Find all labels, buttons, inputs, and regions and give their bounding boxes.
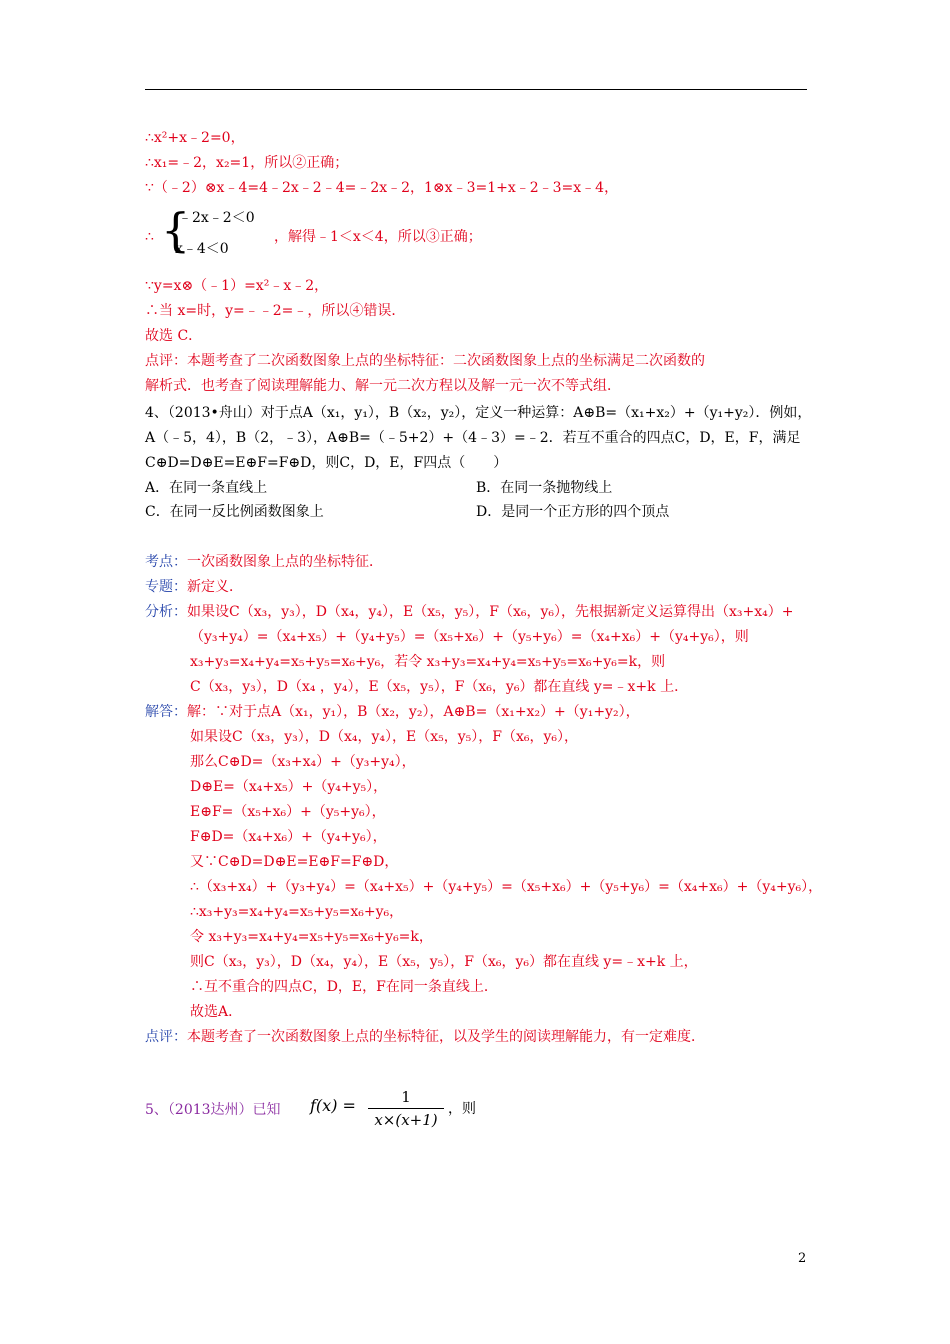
topic-text: 新定义．: [187, 579, 243, 595]
analysis-label: 分析：: [145, 604, 187, 620]
question-4-text: A（﹣5，4），B（2，﹣3），A⊕B=（﹣5+2）+（4﹣3）=﹣2．若互不重合的四点C，D，E，F，满足: [145, 430, 801, 446]
answer-text: E⊕F=（x₅+x₆）+（y₅+y₆），: [190, 804, 386, 820]
knowledge-point-label: 考点：: [145, 554, 187, 570]
comment-line: 点评：本题考查了二次函数图象上点的坐标特征：二次函数图象上点的坐标满足二次函数的: [145, 353, 705, 369]
analysis-text: 如果设C（x₃，y₃），D（x₄，y₄），E（x₅，y₅），F（x₆，y₆），先根据新定义运算得出（x₃+x₄）+: [187, 604, 794, 620]
question-4-text: C⊕D=D⊕E=E⊕F=F⊕D，则C，D，E，F四点（ ）: [145, 455, 508, 471]
knowledge-point: [145, 552, 383, 572]
fraction: [368, 1088, 444, 1129]
analysis-text: C（x₃，y₃），D（x₄ ，y₄），E（x₅，y₅），F（x₆，y₆）都在直线 y=﹣x+k 上．: [190, 679, 689, 695]
answer-text: F⊕D=（x₄+x₆）+（y₄+y₆），: [190, 829, 387, 845]
topic: [145, 577, 243, 597]
inequality-2: x﹣4＜0: [175, 241, 229, 257]
comment-text: 本题考查了一次函数图象上点的坐标特征，以及学生的阅读理解能力，有一定难度．: [187, 1029, 705, 1045]
answer: [145, 702, 640, 722]
knowledge-point-text: 一次函数图象上点的坐标特征．: [187, 554, 383, 570]
answer-text: ∴x₃+y₃=x₄+y₄=x₅+y₅=x₆+y₆，: [190, 904, 404, 920]
comment-label: 点评：: [145, 1029, 187, 1045]
inequality-1: ﹣2x﹣2＜0: [178, 210, 255, 226]
system-brace: {: [161, 203, 191, 257]
answer-text: 则C（x₃，y₃），D（x₄，y₄），E（x₅，y₅），F（x₆，y₆）都在直线 y=﹣x+k 上，: [190, 954, 698, 970]
solution-line: ∵（﹣2）⊗x﹣4=4﹣2x﹣2﹣4=﹣2x﹣2，1⊗x﹣3=1+x﹣2﹣3=x﹣4，: [145, 180, 619, 196]
solution-line: ∴x₁=﹣2，x₂=1，所以②正确；: [145, 155, 349, 171]
answer-text: 故选A．: [190, 1004, 243, 1020]
answer-text: 又∵C⊕D=D⊕E=E⊕F=F⊕D，: [190, 854, 399, 870]
question-5-tail: ，则: [448, 1101, 476, 1117]
answer-text: 那么C⊕D=（x₃+x₄）+（y₃+y₄），: [190, 754, 416, 770]
answer-text: ∴互不重合的四点C，D，E，F在同一条直线上．: [190, 979, 498, 995]
fraction-denominator: x×(x+1): [374, 1111, 438, 1129]
question-4-text: 4、（2013•舟山）对于点A（x₁，y₁），B（x₂，y₂），定义一种运算：A⊕B=（x₁+x₂）+（y₁+y₂）．例如，: [145, 405, 812, 421]
answer-text: ∴（x₃+x₄）+（y₃+y₄）=（x₄+x₅）+（y₄+y₅）=（x₅+x₆）+（y₅+y₆）=（x₄+x₆）+（y₄+y₆），: [190, 879, 823, 895]
analysis: [145, 602, 793, 622]
fraction-numerator: 1: [368, 1088, 444, 1109]
comment-line: 解析式．也考查了阅读理解能力、解一元二次方程以及解一元一次不等式组．: [145, 378, 621, 394]
option-c: C．在同一反比例函数图象上: [145, 504, 324, 520]
solution-line: ∴x²+x﹣2=0，: [145, 130, 245, 146]
analysis-text: x₃+y₃=x₄+y₄=x₅+y₅=x₆+y₆，若令 x₃+y₃=x₄+y₄=x₅+y₅=x₆+y₆=k，则: [190, 654, 666, 670]
header-rule: [145, 89, 807, 90]
analysis-text: （y₃+y₄）=（x₄+x₅）+（y₄+y₅）=（x₅+x₆）+（y₅+y₆）=（x₄+x₆）+（y₄+y₆），则: [190, 629, 749, 645]
answer-label: 解答：: [145, 704, 187, 720]
option-b: B．在同一条抛物线上: [476, 480, 613, 496]
inequality-solution: ，解得﹣1＜x＜4，所以③正确；: [274, 229, 482, 245]
option-d: D．是同一个正方形的四个顶点: [476, 504, 670, 520]
option-a: A．在同一条直线上: [145, 480, 268, 496]
answer-line: 故选 C．: [145, 328, 203, 344]
page-number: 2: [798, 1251, 807, 1266]
function-label: f(x) =: [310, 1096, 356, 1115]
therefore-symbol: ∴: [145, 229, 154, 245]
answer-text: D⊕E=（x₄+x₅）+（y₄+y₅），: [190, 779, 388, 795]
solution-line: ∴当 x=时，y=﹣﹣2=﹣，所以④错误．: [145, 303, 406, 319]
answer-text: 解：∵对于点A（x₁，y₁），B（x₂，y₂），A⊕B=（x₁+x₂）+（y₁+y₂），: [187, 704, 640, 720]
solution-line: ∵y=x⊗（﹣1）=x²﹣x﹣2，: [145, 278, 329, 294]
answer-text: 令 x₃+y₃=x₄+y₄=x₅+y₅=x₆+y₆=k，: [190, 929, 433, 945]
question-5-prefix: 5、（2013达州）已知: [145, 1102, 281, 1118]
comment: [145, 1027, 705, 1047]
answer-text: 如果设C（x₃，y₃），D（x₄，y₄），E（x₅，y₅），F（x₆，y₆），: [190, 729, 578, 745]
topic-label: 专题：: [145, 579, 187, 595]
